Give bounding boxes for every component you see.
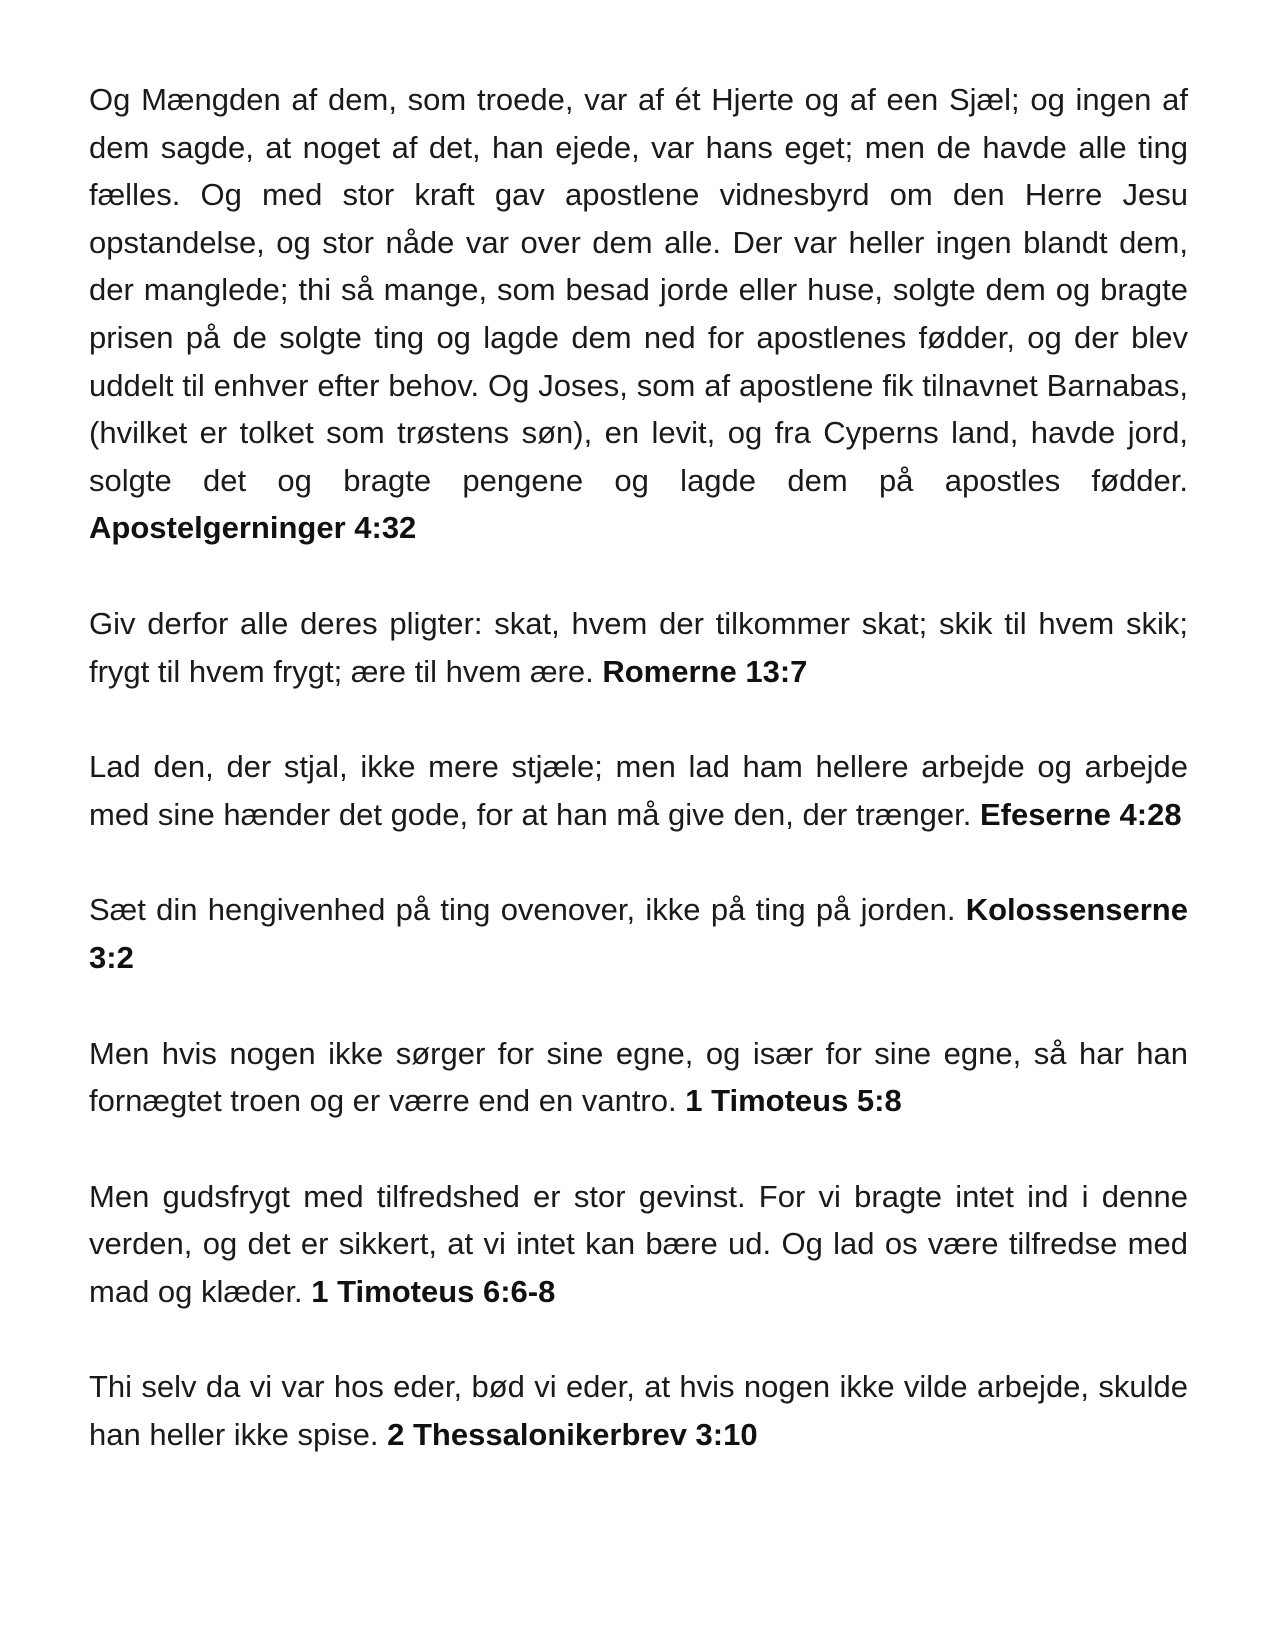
passage-romans xyxy=(89,600,1188,695)
scripture-reference: 1 Timoteus 6:6-8 xyxy=(311,1273,556,1309)
passage-ephesians xyxy=(89,743,1188,838)
passage-2-thessalonians xyxy=(89,1363,1188,1458)
passage-text: Men hvis nogen ikke sørger for sine egne, og især for sine egne, så har han fornægtet troen og er værre end en vantro. xyxy=(89,1035,1188,1119)
passage-1-timothy-5 xyxy=(89,1030,1188,1125)
passage-colossians xyxy=(89,886,1188,981)
passage-text: Men gudsfrygt med tilfredshed er stor gevinst. For vi bragte intet ind i denne verden, og det er sikkert, at vi intet kan bære ud. Og lad os være tilfredse med mad og klæder. xyxy=(89,1178,1188,1309)
scripture-reference: Romerne 13:7 xyxy=(602,653,808,689)
scripture-reference: 2 Thessalonikerbrev 3:10 xyxy=(387,1417,758,1453)
scripture-reference: Efeserne 4:28 xyxy=(979,796,1182,832)
passage-1-timothy-6 xyxy=(89,1173,1188,1316)
passage-text: Sæt din hengivenhed på ting ovenover, ikke på ting på jorden. xyxy=(89,892,956,928)
scripture-reference: Apostelgerninger 4:32 xyxy=(89,510,417,546)
passage-acts xyxy=(89,76,1188,552)
passage-text: Giv derfor alle deres pligter: skat, hvem der tilkommer skat; skik til hvem skik; frygt til hvem frygt; ære til hvem ære. xyxy=(89,605,1188,689)
passage-text: Og Mængden af dem, som troede, var af ét Hjerte og af een Sjæl; og ingen af dem sagde, at noget af det, han ejede, var hans eget; men de havde alle ting fælles. Og med stor kraft gav apostlene vidnesbyrd om den Herre Jesu opstandelse, og stor nåde var over dem alle. Der var heller ingen blandt dem, der manglede; thi så mange, som besad jorde eller huse, solgte dem og bragte prisen på de solgte ting og lagde dem ned for apostlenes fødder, og der blev uddelt til enhver efter behov. Og Joses, som af apostlene fik tilnavnet Barnabas, (hvilket er tolket som trøstens søn), en levit, og fra Cyperns land, havde jord, solgte det og bragte pengene og lagde dem på apostles fødder. xyxy=(89,82,1188,498)
document-page xyxy=(89,76,1188,1507)
scripture-reference: 1 Timoteus 5:8 xyxy=(685,1083,902,1119)
passage-text: Lad den, der stjal, ikke mere stjæle; men lad ham hellere arbejde og arbejde med sine hænder det gode, for at han må give den, der trænger. xyxy=(89,749,1188,832)
passage-text: Thi selv da vi var hos eder, bød vi eder, at hvis nogen ikke vilde arbejde, skulde han heller ikke spise. xyxy=(89,1369,1188,1453)
scripture-reference: Kolossenserne 3:2 xyxy=(89,892,1188,975)
